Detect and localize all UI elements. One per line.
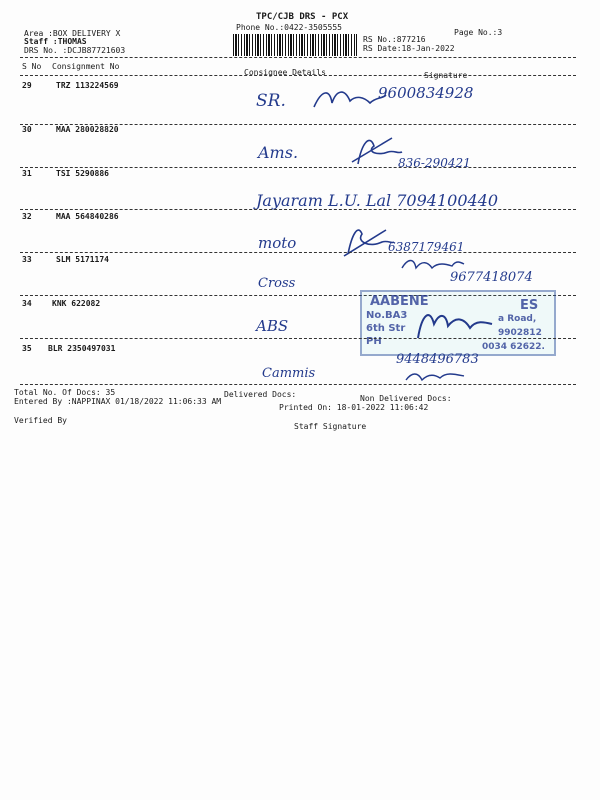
stamp-line: ES (520, 298, 539, 313)
row-sno: 31 (22, 169, 32, 178)
column-rule (20, 75, 576, 76)
consignee-handwriting: Cammis (262, 366, 316, 381)
row-sno: 29 (22, 81, 32, 90)
row-consignment: TRZ 113224569 (56, 81, 119, 90)
signature-handwriting: 836-290421 (398, 156, 471, 170)
row-consignment: KNK 622082 (52, 299, 101, 308)
signature-handwriting: 9448496783 (396, 352, 479, 367)
verified-by: Verified By (14, 416, 67, 425)
rs-number: RS No.:877216 (363, 35, 426, 44)
rs-date: RS Date:18-Jan-2022 (363, 44, 455, 53)
row-sno: 35 (22, 344, 32, 353)
consignee-handwriting: Ams. (258, 143, 299, 162)
stamp-line: 0034 62622. (482, 342, 545, 352)
footer-rule (20, 384, 576, 385)
consignee-handwriting: Jayaram L.U. Lal 7094100440 (256, 191, 499, 210)
drs-number: DRS No. :DCJB87721603 (24, 46, 126, 55)
total-docs: Total No. Of Docs: 35 (14, 388, 116, 397)
consignee-handwriting: moto (258, 234, 297, 252)
row-consignment: MAA 564840286 (56, 212, 119, 221)
header-rule (20, 57, 576, 58)
consignee-handwriting: ABS (256, 317, 289, 335)
stamp-line: AABENE (370, 294, 429, 309)
signature-handwriting: 6387179461 (388, 240, 465, 254)
page-number: Page No.:3 (454, 28, 503, 37)
row-sno: 33 (22, 255, 32, 264)
row-consignment: BLR 2350497031 (48, 344, 116, 353)
row-consignment: SLM 5171174 (56, 255, 109, 264)
non-delivered-docs: Non Delivered Docs: (360, 394, 452, 403)
phone-number: Phone No.:0422-3505555 (236, 23, 342, 32)
row-sno: 30 (22, 125, 32, 134)
col-signature: Signature (424, 71, 468, 80)
stamp-line: 6th Str (366, 323, 406, 334)
row-consignment: MAA 280028820 (56, 125, 119, 134)
delivered-docs: Delivered Docs: (224, 390, 297, 399)
consignee-handwriting: Cross (258, 276, 296, 291)
area-label: Area :BOX DELIVERY X (24, 29, 121, 38)
entered-by: Entered By :NAPPINAX 01/18/2022 11:06:33 AM (14, 397, 222, 406)
signature-handwriting: 9677418074 (450, 270, 533, 285)
col-sno: S No (22, 62, 42, 71)
printed-on: Printed On: 18-01-2022 11:06:42 (279, 403, 429, 412)
col-consignment: Consignment No (52, 62, 120, 71)
stamp-line: No.BA3 (366, 310, 408, 321)
stamp-line: 9902812 (498, 328, 542, 338)
row-divider (20, 167, 576, 168)
staff-signature: Staff Signature (294, 422, 367, 431)
signature-scribble (348, 132, 404, 168)
row-divider (20, 338, 576, 339)
staff-label: Staff :THOMAS (24, 37, 87, 46)
signature-handwriting: 9600834928 (378, 84, 474, 102)
row-sno: 32 (22, 212, 32, 221)
stamp-line: PH (366, 336, 382, 347)
consignee-handwriting: SR. (256, 91, 286, 111)
row-consignment: TSI 5290886 (56, 169, 109, 178)
row-sno: 34 (22, 299, 32, 308)
document-title: TPC/CJB DRS - PCX (256, 12, 349, 22)
row-divider (20, 209, 576, 210)
col-consignee: Consignee Details (244, 68, 326, 77)
stamp-line: a Road, (498, 314, 537, 324)
barcode (233, 34, 357, 56)
row-divider (20, 252, 576, 253)
